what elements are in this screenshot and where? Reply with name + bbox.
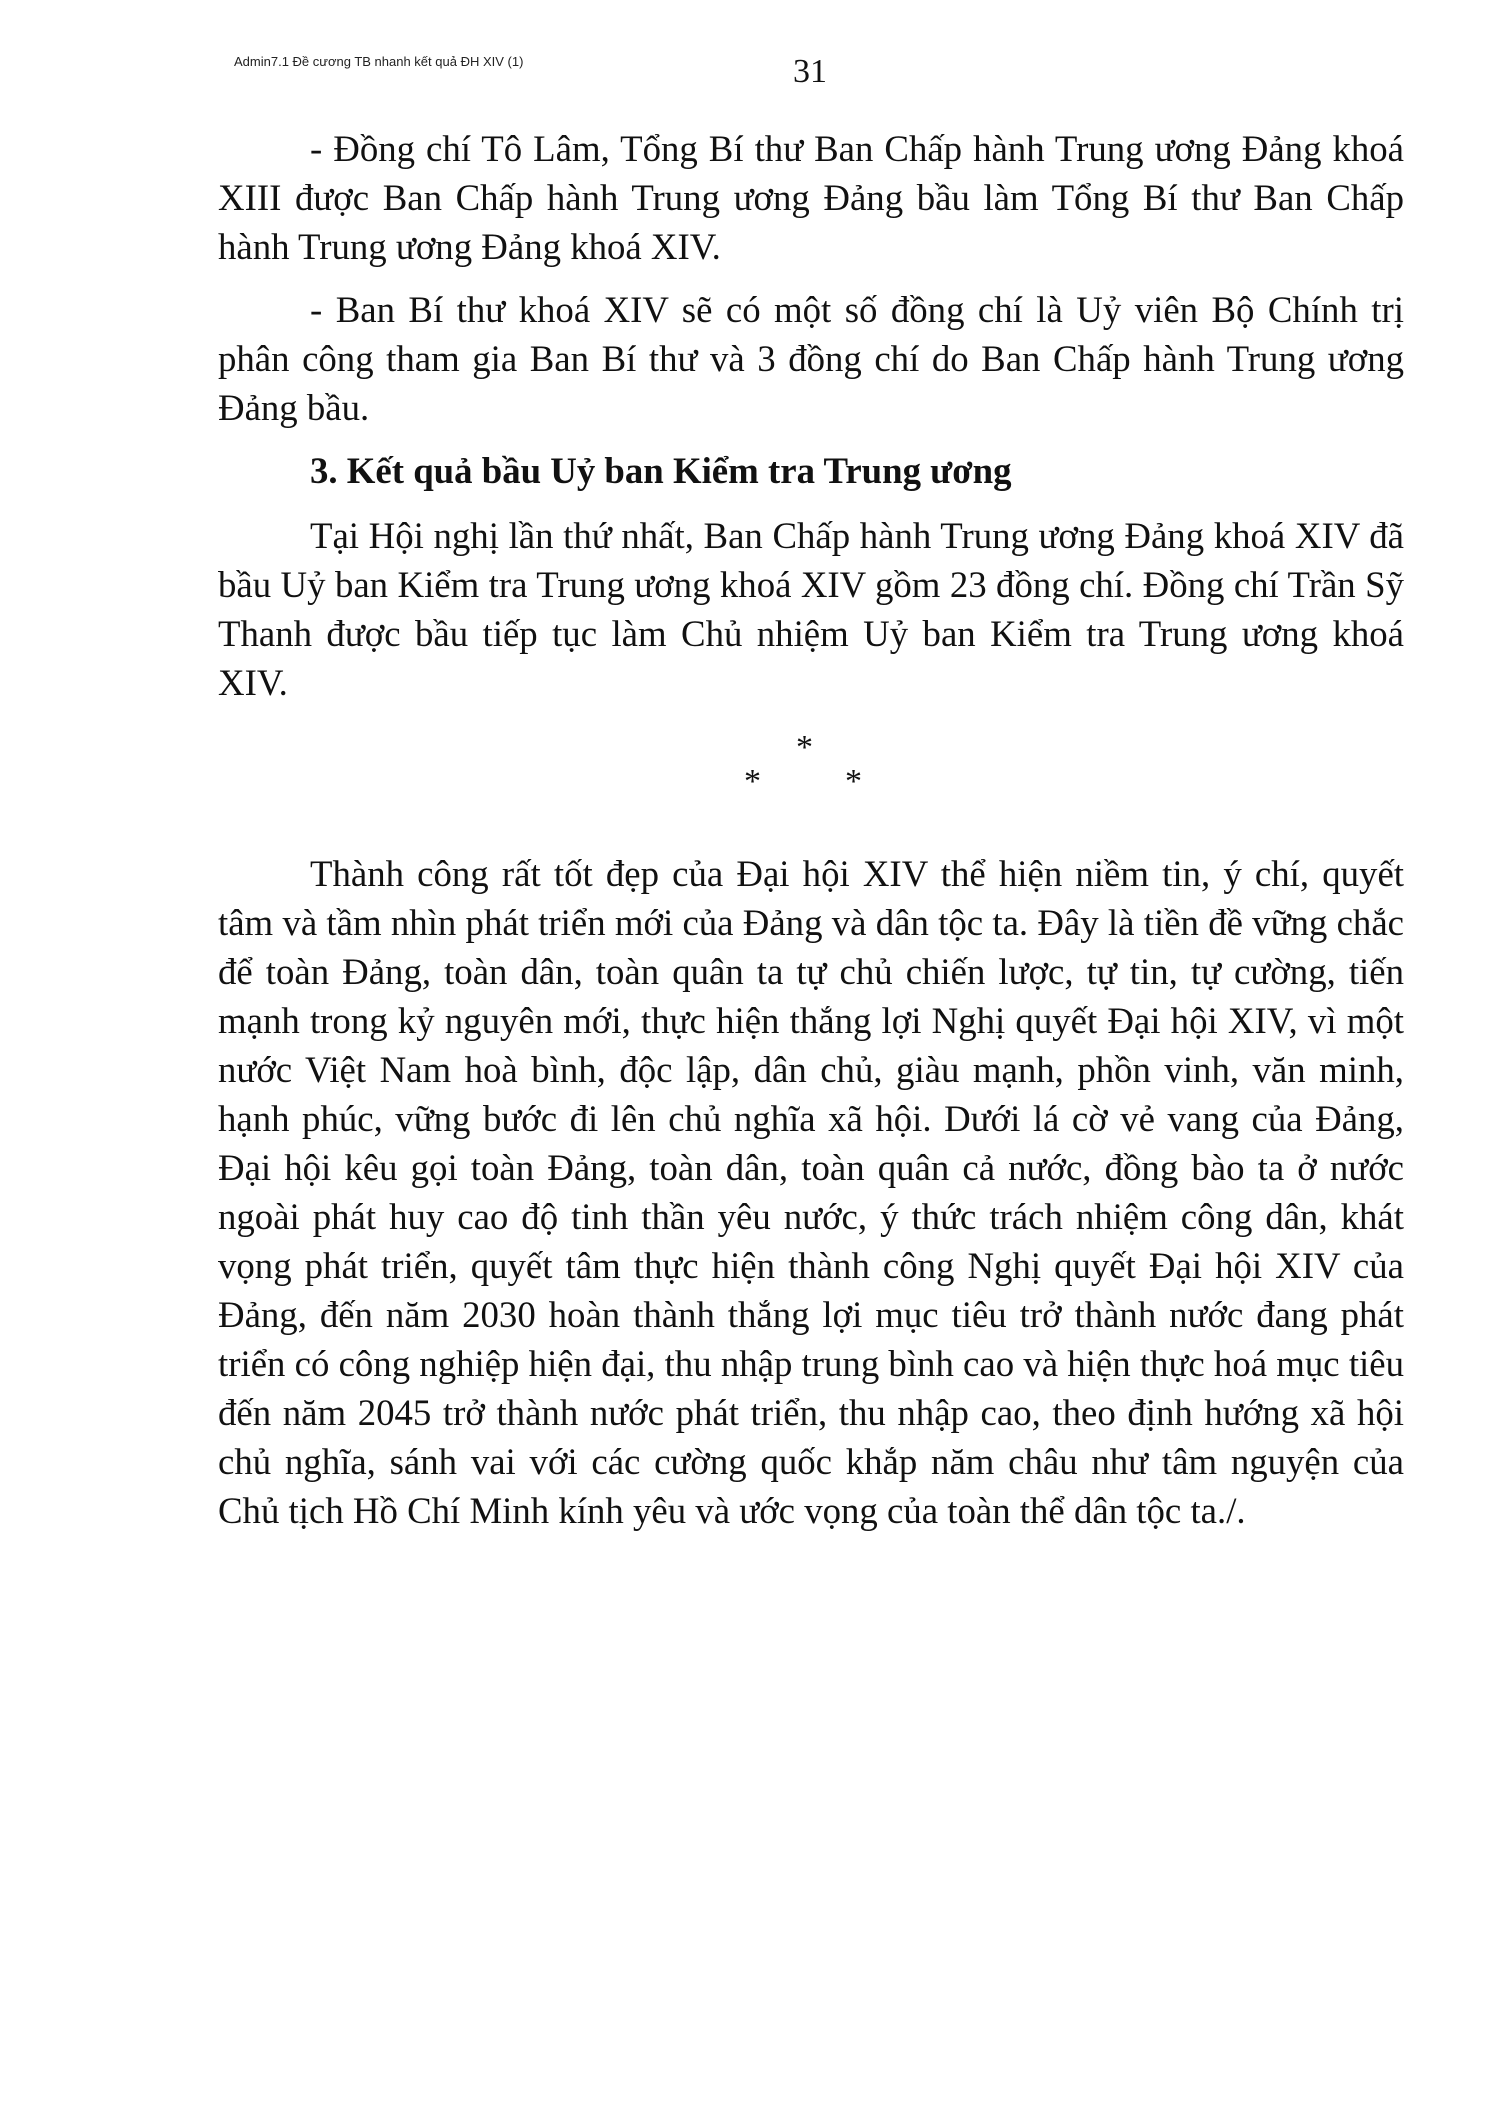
closing-paragraph: Thành công rất tốt đẹp của Đại hội XIV thể hiện niềm tin, ý chí, quyết tâm và tầm nhìn phát triển mới của Đảng và dân tộc ta. Đây là tiền đề vững chắc để toàn Đảng, toàn dân, toàn quân ta tự chủ chiến lược, tự tin, tự cường, tiến mạnh trong kỷ nguyên mới, thực hiện thắng lợi Nghị quyết Đại hội XIV, vì một nước Việt Nam hoà bình, độc lập, dân chủ, giàu mạnh, phồn vinh, văn minh, hạnh phúc, vững bước đi lên chủ nghĩa xã hội. Dưới lá cờ vẻ vang của Đảng, Đại hội kêu gọi toàn Đảng, toàn dân, toàn quân cả nước, đồng bào ta ở nước ngoài phát huy cao độ tinh thần yêu nước, ý thức trách nhiệm công dân, khát vọng phát triển, quyết tâm thực hiện thành công Nghị quyết Đại hội XIV của Đảng, đến năm 2030 hoàn thành thắng lợi mục tiêu trở thành nước đang phát triển có công nghiệp hiện đại, thu nhập trung bình cao và hiện thực hoá mục tiêu đến năm 2045 trở thành nước phát triển, thu nhập cao, theo định hướng xã hội chủ nghĩa, sánh vai với các cường quốc khắp năm châu như tâm nguyện của Chủ tịch Hồ Chí Minh kính yêu và ước vọng của toàn thể dân tộc ta./. (218, 853, 1404, 1531)
separator-star-left: * (744, 763, 761, 800)
paragraph-general-secretary: - Đồng chí Tô Lâm, Tổng Bí thư Ban Chấp hành Trung ương Đảng khoá XIII được Ban Chấp hành Trung ương Đảng bầu làm Tổng Bí thư Ban Chấp hành Trung ương Đảng khoá XIV. (218, 128, 1404, 267)
document-filename: Admin7.1 Đề cương TB nhanh kết quả ĐH XIV (1) (234, 54, 524, 69)
separator-star-right: * (845, 763, 862, 800)
document-body (218, 124, 1404, 1535)
paragraph-secretariat: - Ban Bí thư khoá XIV sẽ có một số đồng chí là Uỷ viên Bộ Chính trị phân công tham gia Ban Bí thư và 3 đồng chí do Ban Chấp hành Trung ương Đảng bầu. (218, 289, 1404, 428)
separator-star-top: * (796, 729, 813, 766)
paragraph-inspection-commission: Tại Hội nghị lần thứ nhất, Ban Chấp hành Trung ương Đảng khoá XIV đã bầu Uỷ ban Kiểm tra Trung ương khoá XIV gồm 23 đồng chí. Đồng chí Trần Sỹ Thanh được bầu tiếp tục làm Chủ nhiệm Uỷ ban Kiểm tra Trung ương khoá XIV. (218, 515, 1404, 703)
page-number: 31 (793, 53, 827, 90)
section-heading: 3. Kết quả bầu Uỷ ban Kiểm tra Trung ương (310, 450, 1012, 491)
section-separator (218, 723, 1404, 841)
